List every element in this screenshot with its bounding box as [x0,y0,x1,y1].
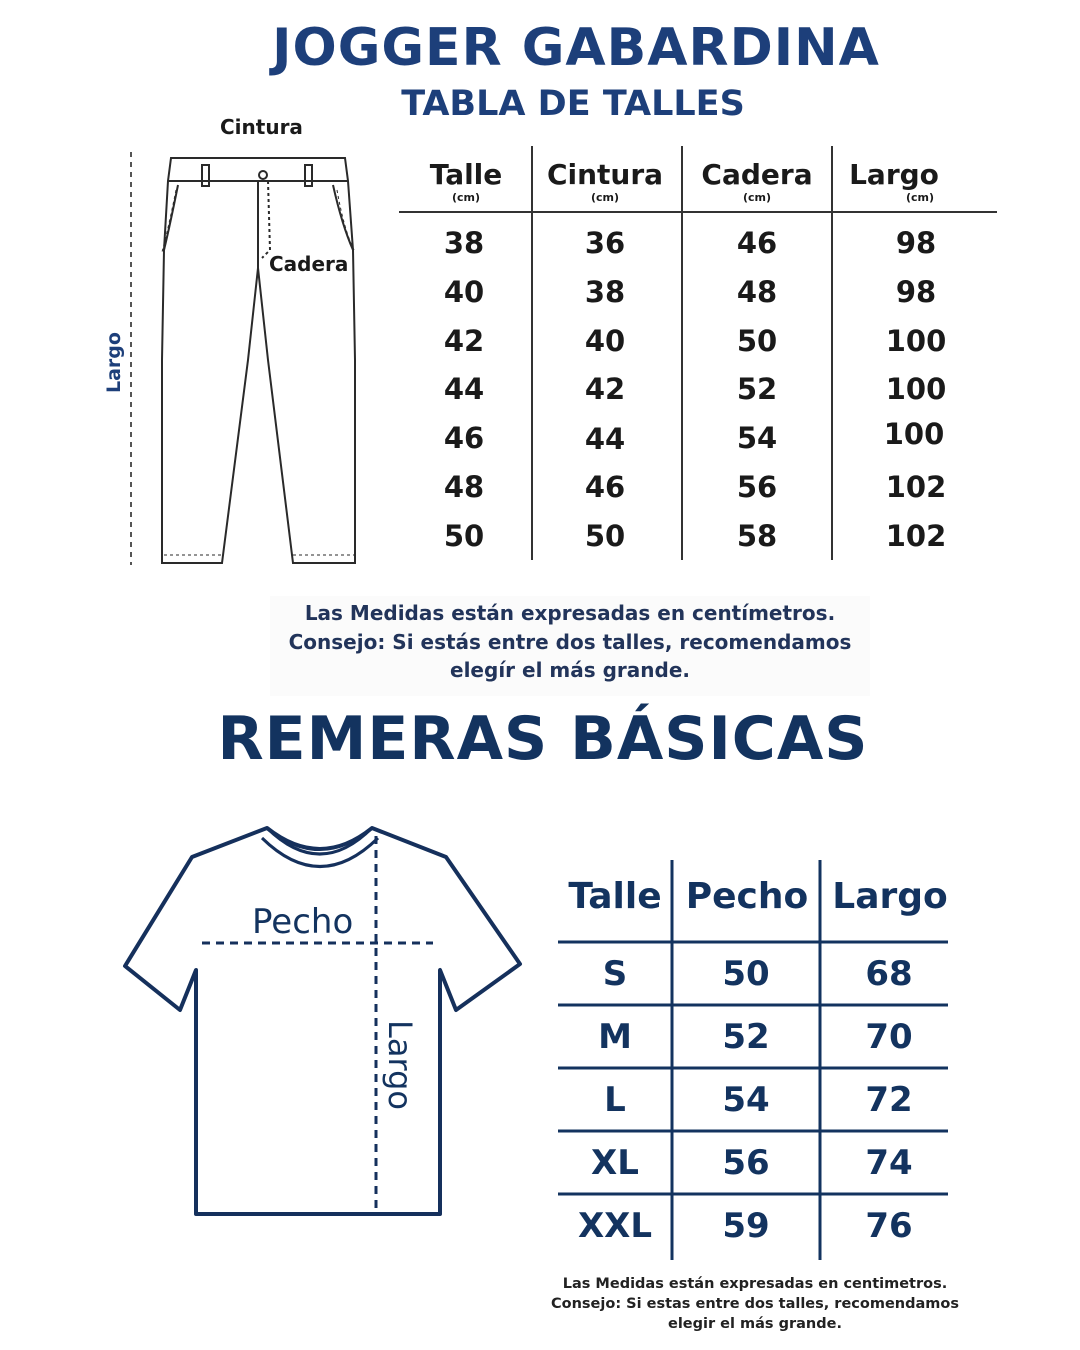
table-cell: 68 [865,954,913,994]
table-cell: M [598,1017,632,1057]
table-cell: 48 [736,275,778,309]
table-cell: 48 [443,470,485,504]
table-cell: 38 [584,275,626,309]
jogger-header-talle [406,158,526,204]
table-cell: 72 [865,1080,913,1120]
table-cell: 100 [885,324,947,358]
table-cell: 59 [722,1206,770,1246]
table-cell: 46 [584,470,626,504]
table-cell: 44 [443,372,485,406]
jogger-header-cadera [697,158,817,204]
table-cell: 74 [865,1143,913,1183]
note-line: Las Medidas están expresadas en centimetros. [562,1276,948,1292]
cadera-label: Cadera [269,252,349,276]
table-cell: 40 [443,275,485,309]
table-cell: 76 [865,1206,913,1246]
note-line: Consejo: Si estás entre dos talles, recomendamos [288,629,852,654]
largo-label: Largo [103,332,125,393]
table-cell: 100 [885,372,947,406]
note-line: elegír el más grande. [450,658,690,682]
remeras-note [500,1274,1010,1334]
table-cell: 70 [865,1017,913,1057]
table-cell: 52 [722,1017,770,1057]
jogger-title: JOGGER GABARDINA [272,18,880,78]
remeras-header-largo: Largo [832,876,948,917]
header-unit: (cm) [451,191,481,204]
remeras-table-lines [558,860,948,1260]
pants-illustration [131,152,355,565]
table-cell: 54 [722,1080,770,1120]
remeras-header-talle: Talle [568,876,662,917]
table-cell: 56 [722,1143,770,1183]
header-name: Cadera [701,158,813,191]
table-cell: 42 [443,324,485,358]
header-unit: (cm) [905,191,935,204]
header-unit: (cm) [590,191,620,204]
table-cell: XXL [577,1206,653,1246]
table-cell: 38 [443,226,485,260]
cintura-label: Cintura [220,115,303,139]
table-cell: 42 [584,372,626,406]
pecho-label: Pecho [252,902,354,942]
tshirt-illustration [125,828,520,1214]
table-cell: 46 [443,421,485,455]
table-cell: 102 [885,470,947,504]
header-unit: (cm) [742,191,772,204]
table-cell: 98 [895,226,937,260]
table-cell: 56 [736,470,778,504]
remeras-header-pecho: Pecho [685,876,809,917]
table-cell: 98 [895,275,937,309]
table-cell: 52 [736,372,778,406]
table-cell: 44 [584,422,626,456]
table-cell: 50 [584,519,626,553]
table-cell: 102 [885,519,947,553]
header-name: Talle [429,158,503,191]
table-cell: S [602,954,628,994]
table-cell: XL [591,1143,639,1183]
jogger-header-largo [834,158,954,204]
note-line: elegir el más grande. [668,1316,842,1332]
note-line: Consejo: Si estas entre dos talles, recomendamos [551,1296,959,1312]
table-cell: 50 [736,324,778,358]
header-name: Largo [849,158,939,191]
remeras-title: REMERAS BÁSICAS [217,704,869,774]
table-cell: 46 [736,226,778,260]
table-cell: 50 [722,954,770,994]
note-line: Las Medidas están expresadas en centímetros. [304,601,836,625]
table-cell: 36 [584,226,626,260]
header-name: Cintura [546,158,664,191]
largo-label-tshirt: Largo [381,1020,419,1110]
table-cell: 50 [443,519,485,553]
table-cell: 58 [736,519,778,553]
table-cell: 54 [736,421,778,455]
jogger-header-cintura [545,158,665,204]
table-cell: 100 [883,417,945,451]
table-cell: L [604,1080,626,1120]
jogger-note [270,596,870,696]
jogger-subtitle: TABLA DE TALLES [401,84,745,124]
table-cell: 40 [584,324,626,358]
